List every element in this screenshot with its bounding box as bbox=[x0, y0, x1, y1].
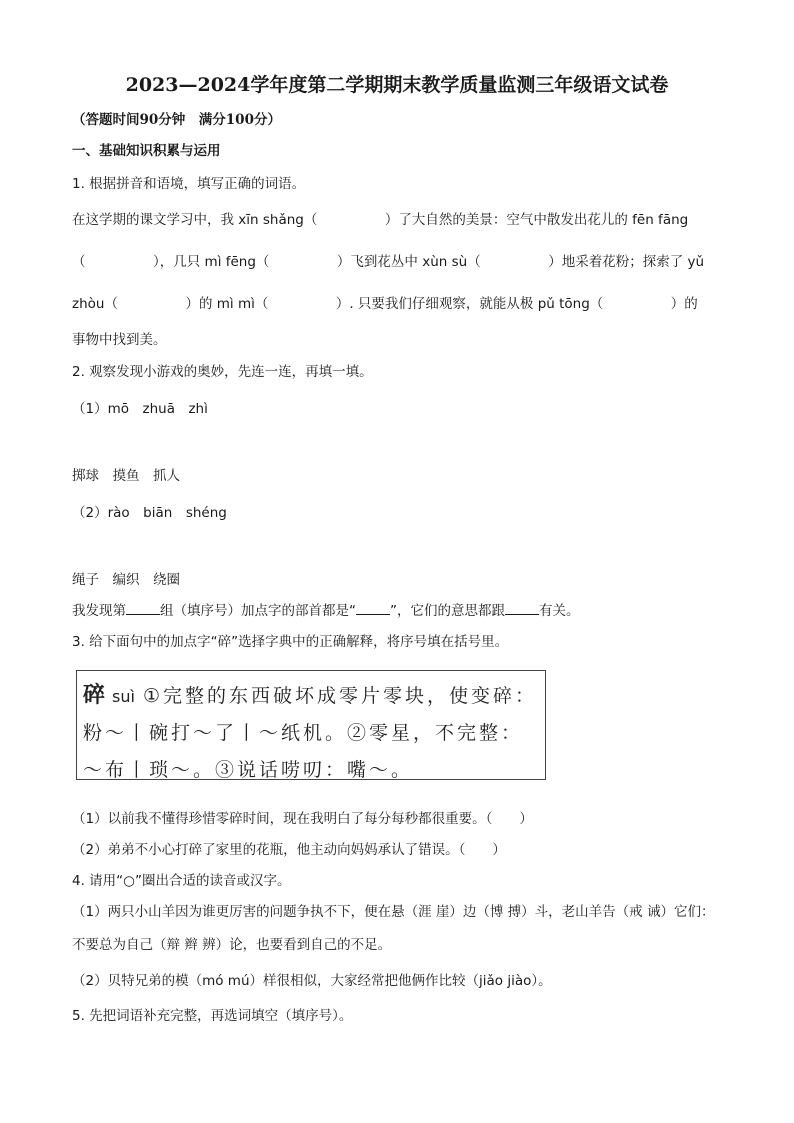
q2-fill-sentence bbox=[72, 599, 580, 619]
page-title: 2023—2024学年度第二学期期末教学质量监测三年级语文试卷 bbox=[125, 74, 669, 96]
q2-blank-radical[interactable] bbox=[356, 602, 390, 615]
q2-prompt: 2. 观察发现小游戏的奥妙，先连一连，再填一填。 bbox=[72, 364, 373, 380]
q2-words-2: 绳子 编织 绕圈 bbox=[72, 572, 180, 588]
q3-sentence-1: （1）以前我不懂得珍惜零碎时间，现在我明白了每分每秒都很重要。（ ） bbox=[72, 811, 533, 827]
dictionary-headword: 碎 bbox=[83, 683, 109, 708]
section-heading: 一、基础知识积累与运用 bbox=[72, 143, 221, 159]
q1-line-4: 事物中找到美。 bbox=[72, 332, 167, 348]
q2-blank-group[interactable] bbox=[126, 602, 160, 615]
q2-pinyin-2: （2）rào biān shéng bbox=[72, 505, 227, 521]
q4-prompt: 4. 请用“○”圈出合适的读音或汉字。 bbox=[72, 873, 291, 889]
q2-fill-part-b: 组（填序号）加点字的部首都是“ bbox=[160, 603, 356, 619]
q1-prompt: 1. 根据拼音和语境，填写正确的词语。 bbox=[72, 176, 306, 192]
q2-fill-part-c: ”，它们的意思都跟 bbox=[390, 603, 505, 619]
q1-line-1: 在这学期的课文学习中，我 xīn shǎng（ ）了大自然的美景：空气中散发出花儿的 fēn fāng bbox=[72, 212, 689, 228]
q4-line-2: 不要总为自己（辩 辫 辨）论，也要看到自己的不足。 bbox=[72, 937, 392, 953]
q2-fill-part-a: 我发现第 bbox=[72, 603, 126, 619]
dictionary-pinyin: suì bbox=[112, 687, 135, 706]
q3-prompt: 3. 给下面句中的加点字“碎”选择字典中的正确解释，将序号填在括号里。 bbox=[72, 634, 509, 650]
q1-line-3: zhòu（ ）的 mì mì（ ）. 只要我们仔细观察，就能从极 pǔ tōng（ ）的 bbox=[72, 296, 698, 312]
q1-line-2: （ ），几只 mì fēng（ ）飞到花丛中 xùn sù（ ）地采着花粉；探索了 yǔ bbox=[72, 254, 705, 270]
q4-line-1: （1）两只小山羊因为谁更厉害的问题争执不下，便在悬（涯 崖）边（博 搏）斗，老山羊告（戒 诫）它们： bbox=[72, 904, 715, 920]
dictionary-definitions: ①完整的东西破坏成零片零块，使变碎：粉～丨碗打～了丨～纸机。②零星，不完整：～布丨琐～。③说话唠叨：嘴～。 bbox=[83, 685, 537, 781]
q2-blank-meaning[interactable] bbox=[505, 602, 539, 615]
q3-sentence-2: （2）弟弟不小心打碎了家里的花瓶，他主动向妈妈承认了错误。（ ） bbox=[72, 842, 506, 858]
exam-info: （答题时间90分钟 满分100分） bbox=[72, 112, 281, 128]
dictionary-entry-box bbox=[76, 670, 546, 780]
q2-words-1: 掷球 摸鱼 抓人 bbox=[72, 468, 180, 484]
q5-prompt: 5. 先把词语补充完整，再选词填空（填序号）。 bbox=[72, 1008, 353, 1024]
q2-fill-part-d: 有关。 bbox=[539, 603, 580, 619]
q2-pinyin-1: （1）mō zhuā zhì bbox=[72, 401, 208, 417]
q4-line-3: （2）贝特兄弟的模（mó mú）样很相似，大家经常把他俩作比较（jiǎo jiào）。 bbox=[72, 973, 552, 989]
